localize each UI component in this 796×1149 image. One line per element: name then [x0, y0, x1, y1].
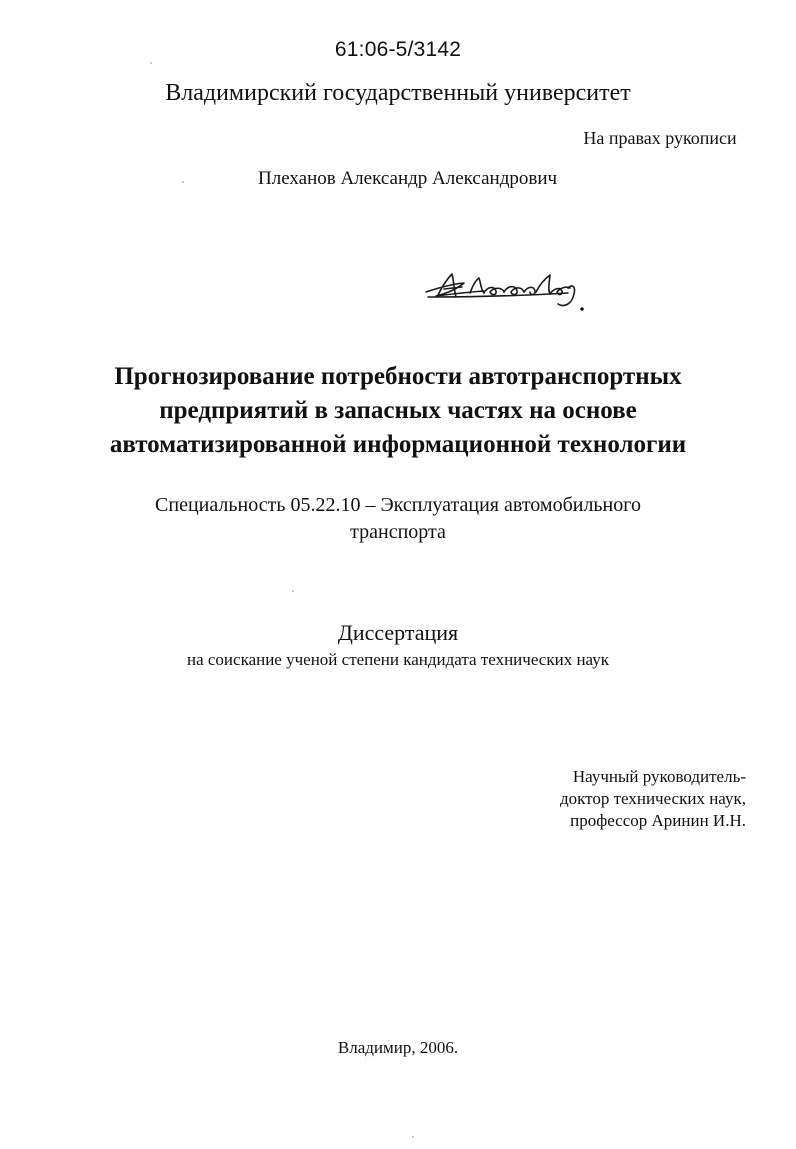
work-type: Диссертация — [337, 620, 459, 645]
manuscript-note: На правах рукописи — [583, 128, 737, 148]
dissertation-title — [0, 360, 796, 462]
supervisor-role: Научный руководитель- — [572, 767, 746, 786]
scan-speck — [182, 181, 184, 183]
specialty-line-1: Специальность 05.22.10 – Эксплуатация автомобильного — [155, 494, 641, 516]
title-line-1: Прогнозирование потребности автотранспортных — [114, 363, 682, 390]
title-line-2: предприятий в запасных частях на основе — [159, 397, 637, 424]
catalog-code: 61:06-5/3142 — [334, 38, 462, 61]
scan-speck — [292, 590, 294, 592]
handwritten-signature-icon — [418, 266, 598, 326]
degree-statement: на соискание ученой степени кандидата технических наук — [186, 650, 609, 669]
university-name: Владимирский государственный университет — [165, 80, 631, 106]
title-line-3: автоматизированной информационной технологии — [109, 431, 687, 458]
specialty-line-2: транспорта — [350, 521, 446, 543]
author-name: Плеханов Александр Александрович — [258, 168, 558, 189]
supervisor-name: профессор Аринин И.Н. — [570, 811, 746, 830]
place-and-year: Владимир, 2006. — [337, 1038, 459, 1057]
scan-speck — [150, 62, 152, 64]
supervisor-degree: доктор технических наук, — [559, 789, 746, 808]
supervisor-block — [496, 766, 746, 832]
specialty — [0, 492, 796, 546]
scan-speck — [412, 1136, 414, 1138]
